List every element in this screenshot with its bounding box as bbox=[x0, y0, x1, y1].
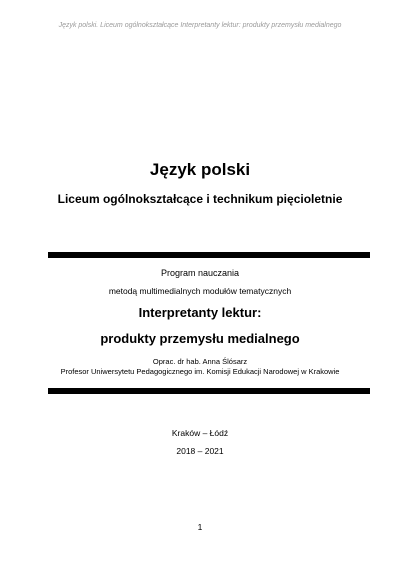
publication-years: 2018 – 2021 bbox=[176, 446, 224, 456]
program-title-line1: Interpretanty lektur: bbox=[138, 305, 262, 320]
bottom-divider bbox=[48, 388, 370, 394]
author-name: Oprac. dr hab. Anna Ślósarz bbox=[152, 357, 248, 366]
running-header: Język polski. Liceum ogólnokształcące Interpretanty lektur: produkty przemysłu medialnego bbox=[58, 22, 342, 29]
author-affiliation: Profesor Uniwersytetu Pedagogicznego im. Komisji Edukacji Narodowej w Krakowie bbox=[60, 367, 340, 376]
top-divider bbox=[48, 252, 370, 258]
document-title: Język polski bbox=[149, 160, 251, 179]
program-title-line2: produkty przemysłu medialnego bbox=[100, 331, 300, 346]
program-label: Program nauczania bbox=[160, 268, 240, 278]
program-method: metodą multimedialnych modułów tematycznych bbox=[108, 286, 292, 296]
publication-place: Kraków – Łódź bbox=[171, 428, 229, 438]
page-number: 1 bbox=[197, 522, 203, 532]
document-subtitle: Liceum ogólnokształcące i technikum pięcioletnie bbox=[57, 192, 343, 206]
